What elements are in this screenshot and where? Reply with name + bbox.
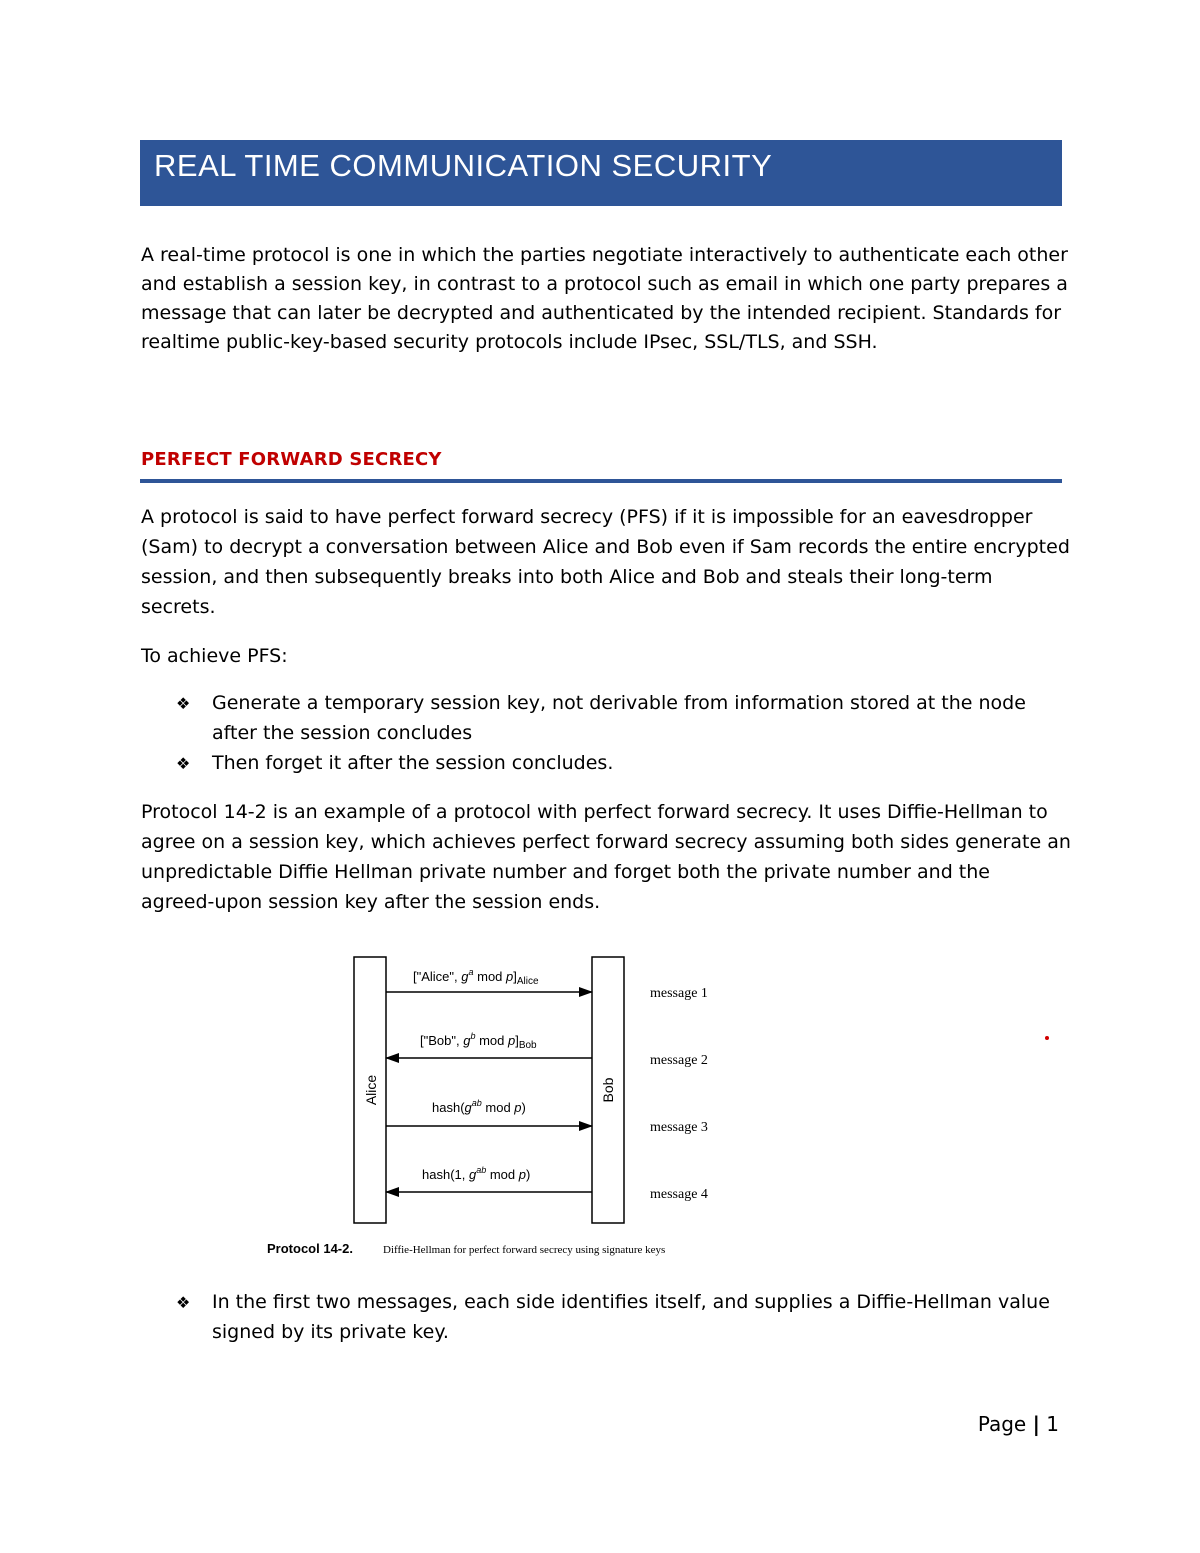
bullet-diamond-icon: ❖ — [176, 1293, 191, 1312]
pfs-definition-paragraph — [141, 502, 1070, 622]
paragraph-line: Protocol 14-2 is an example of a protocol with perfect forward secrecy. It uses Diffie-Hellman to — [141, 801, 1048, 823]
document-title: REAL TIME COMMUNICATION SECURITY — [154, 148, 773, 183]
list-item — [212, 1287, 1072, 1347]
paragraph-line: session, and then subsequently breaks into both Alice and Bob and steals their long-term — [141, 566, 993, 588]
message-4-label: message 4 — [650, 1187, 708, 1202]
message-2-label: message 2 — [650, 1053, 708, 1068]
intro-line: realtime public-key-based security protocols include IPsec, SSL/TLS, and SSH. — [141, 331, 878, 353]
paragraph-line: (Sam) to decrypt a conversation between Alice and Bob even if Sam records the entire encrypted — [141, 536, 1070, 558]
section-divider — [140, 479, 1062, 483]
page-number-value: 1 — [1046, 1412, 1059, 1436]
intro-paragraph — [141, 241, 1068, 357]
page-label: Page — [977, 1412, 1027, 1436]
list-item-line: Then forget it after the session concludes. — [212, 752, 614, 774]
message-2-content: ["Bob", $g^b$ mod $p]_{Bob}$ — [420, 1031, 537, 1051]
message-1-label: message 1 — [650, 986, 708, 1001]
section-heading: PERFECT FORWARD SECRECY — [141, 449, 442, 470]
protocol-diagram — [265, 950, 745, 1260]
paragraph-line: unpredictable Diffie Hellman private number and forget both the private number and the — [141, 861, 990, 883]
message-4-content: hash(1, $g^{ab}$ mod p) — [422, 1165, 531, 1182]
list-item-line: Generate a temporary session key, not derivable from information stored at the node — [212, 692, 1026, 714]
list-item — [212, 688, 1072, 748]
achieve-pfs-label: To achieve PFS: — [141, 645, 288, 667]
paragraph-line: A protocol is said to have perfect forward secrecy (PFS) if it is impossible for an eavesdropper — [141, 506, 1033, 528]
bullet-diamond-icon: ❖ — [176, 694, 191, 713]
list-item-line: after the session concludes — [212, 722, 473, 744]
paragraph-line: agreed-upon session key after the session ends. — [141, 891, 601, 913]
list-item — [212, 748, 1072, 778]
title-banner — [140, 140, 1062, 206]
bob-label: Bob — [600, 1077, 616, 1103]
protocol-paragraph — [141, 797, 1071, 917]
message-3-content: $hash(g^{ab}$ mod p) — [432, 1098, 526, 1115]
page-number — [978, 1412, 1059, 1436]
list-item-line: In the first two messages, each side identifies itself, and supplies a Diffie-Hellman value — [212, 1291, 1050, 1313]
intro-line: message that can later be decrypted and authenticated by the intended recipient. Standards for — [141, 302, 1062, 324]
list-item-line: signed by its private key. — [212, 1321, 449, 1343]
paragraph-line: secrets. — [141, 596, 216, 618]
stray-mark — [1045, 1036, 1049, 1040]
intro-line: A real-time protocol is one in which the parties negotiate interactively to authenticate each other — [141, 244, 1068, 266]
figure-caption-text: Diffie-Hellman for perfect forward secrecy using signature keys — [383, 1244, 666, 1256]
page-separator: | — [1032, 1412, 1040, 1436]
message-1-content: ["Alice", $g^a$ mod $p]_{Alice}$ — [413, 967, 539, 987]
bullet-diamond-icon: ❖ — [176, 754, 191, 773]
paragraph-line: agree on a session key, which achieves perfect forward secrecy assuming both sides generate an — [141, 831, 1071, 853]
message-3-label: message 3 — [650, 1120, 708, 1135]
figure-caption-label: Protocol 14-2. — [267, 1241, 353, 1256]
intro-line: and establish a session key, in contrast to a protocol such as email in which one party prepares a — [141, 273, 1068, 295]
alice-label: Alice — [363, 1074, 379, 1106]
